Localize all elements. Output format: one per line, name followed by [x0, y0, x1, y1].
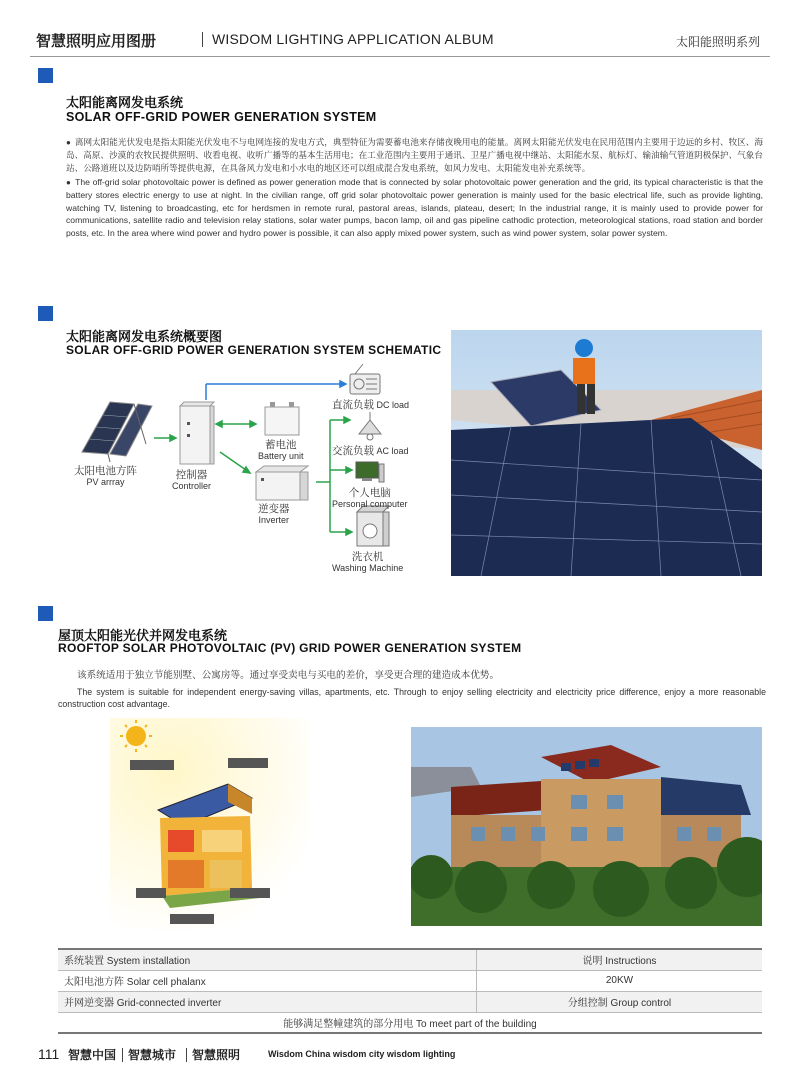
section-marker — [38, 606, 53, 621]
section3-title-cn: 屋顶太阳能光伏并网发电系统 — [58, 628, 228, 643]
table-row — [58, 1012, 762, 1033]
series-label: 太阳能照明系列 — [675, 35, 760, 49]
pv-array-label: 太阳电池方阵 PV arrray — [74, 465, 137, 487]
header-divider — [202, 32, 203, 47]
header-rule — [30, 56, 770, 57]
dc-arrow — [206, 381, 346, 400]
ac-load-label: 交流负载 AC load — [332, 445, 409, 457]
inverter-label: 逆变器 Inverter — [258, 503, 290, 525]
controller-icon — [180, 402, 214, 464]
battery-icon — [265, 402, 299, 435]
offgrid-schematic — [60, 360, 450, 590]
house-system-illustration — [110, 718, 310, 930]
table-cell: 20KW — [476, 970, 762, 991]
section1-para-en — [66, 176, 763, 239]
page-footer — [30, 1046, 770, 1066]
inverter-icon — [256, 466, 308, 500]
table-header-cell: 系统装置 System installation — [58, 949, 476, 970]
system-spec-table — [58, 948, 762, 1034]
footer-divider — [122, 1048, 123, 1062]
table-cell: 太阳电池方阵 Solar cell phalanx — [58, 970, 476, 991]
section1-text-en: The off-grid solar photovoltaic power is defined as power generation mode that is connected by solar photovoltaic power generation and the grid, its typical characteristic is that the battery stores electric energy to use at night. In the civilian range, off grid solar photovoltaic power generation is mainly used for the basic electrical life, such as provide lighting, watching TV, listening to broadcasting, etc for herdsmen in remote rural, pastoral areas, islands, plateau, desert; In the industrial range, it is mainly used to provide power for communications, satellite radio and television relay stations, solar water pumps, bacon lamp, oil and gas pipeline cathodic protection, meteorological stations, road station and border posts, etc. In the area where wind power and hydro power is possible, it can also apply mixed power system, such as wind power system, solar power system. — [66, 177, 763, 238]
album-title-cn: 智慧照明应用图册 — [36, 33, 157, 50]
section1-text-cn: 离网太阳能光伏发电是指太阳能光伏发电不与电网连接的发电方式，典型特征为需要蓄电池来存储夜晚用电的能量。离网太阳能光伏发电在民用范围内主要用于边远的乡村、牧区、海岛、高原、沙漠的农牧民提供照明、收看电视、收听广播等的基本生活用电；在工业范围内主要用于通讯、卫星广播电视中继站、太阳能水泵、航标灯、输油输气管道阴极保护、气象台站、公路道班以及边防哨所等提供电源，在具备风力发电和小水电的地区还可以组成混合发电系统，如风力发电、太阳能发电补充系统等。 — [66, 137, 763, 173]
table-row — [58, 991, 762, 1012]
footer-divider — [186, 1048, 187, 1062]
footer-label-china: 智慧中国 — [68, 1048, 117, 1062]
page-header — [30, 30, 770, 52]
footer-label-lighting: 智慧照明 — [192, 1048, 241, 1062]
section3-para-cn: 该系统适用于独立节能别墅、公寓房等。通过享受卖电与买电的差价，享受更合理的建造成本优势。 — [77, 670, 500, 681]
section2-title-en: SOLAR OFF-GRID POWER GENERATION SYSTEM SCHEMATIC — [66, 343, 442, 357]
page-number: 111 — [38, 1046, 60, 1062]
bullet-icon: ● — [66, 178, 72, 187]
washer-label: 洗衣机 Washing Machine — [332, 551, 404, 573]
section-marker — [38, 306, 53, 321]
album-title-en: WISDOM LIGHTING APPLICATION ALBUM — [212, 31, 494, 47]
villa-photo — [411, 727, 762, 926]
section1-para-cn — [66, 136, 763, 174]
lamp-icon — [359, 412, 381, 440]
footer-label-city: 智慧城市 — [128, 1048, 177, 1062]
rooftop-installation-photo — [451, 330, 762, 576]
controller-label: 控制器 Controller — [172, 469, 212, 491]
table-cell: 并网逆变器 Grid-connected inverter — [58, 991, 476, 1012]
washing-machine-icon — [357, 506, 389, 546]
section1-title-cn: 太阳能离网发电系统 — [66, 95, 184, 110]
bullet-icon: ● — [66, 138, 71, 147]
section3-para-en: The system is suitable for independent energy-saving villas, apartments, etc. Through to enjoy selling electricity and electricity price difference, enjoy a more reasonable construction cost advantage. — [58, 687, 766, 710]
battery-label: 蓄电池 Battery unit — [258, 439, 304, 461]
section2-title-cn: 太阳能离网发电系统概要图 — [66, 329, 223, 344]
radio-icon — [350, 364, 380, 394]
table-header-cell: 说明 Instructions — [476, 949, 762, 970]
section-marker — [38, 68, 53, 83]
dc-load-label: 直流负载 DC load — [332, 399, 410, 411]
table-cell: 分组控制 Group control — [476, 991, 762, 1012]
computer-icon — [356, 462, 384, 482]
section1-title-en: SOLAR OFF-GRID POWER GENERATION SYSTEM — [66, 110, 377, 124]
table-footer-cell: 能够满足整幢建筑的部分用电 To meet part of the building — [58, 1012, 762, 1033]
table-row — [58, 970, 762, 991]
footer-tagline: Wisdom China wisdom city wisdom lighting — [268, 1049, 456, 1059]
computer-label: 个人电脑 Personal computer — [332, 487, 408, 509]
section3-title-en: ROOFTOP SOLAR PHOTOVOLTAIC (PV) GRID POWER GENERATION SYSTEM — [58, 641, 522, 655]
pv-array-icon — [82, 402, 152, 462]
table-header-row — [58, 949, 762, 970]
